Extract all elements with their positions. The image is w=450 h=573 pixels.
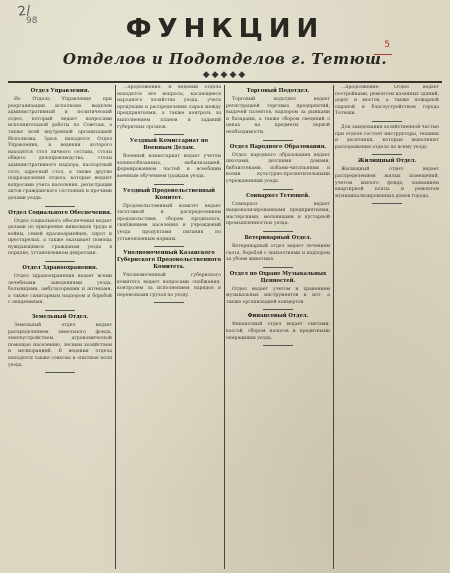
section-divider — [263, 140, 293, 141]
section-divider — [154, 302, 184, 303]
section-heading: Уездный Комиссариат по Военным Делам. — [129, 138, 209, 152]
page-number: 5 — [384, 40, 390, 50]
header-ornament: ◆◆◆◆◆ — [202, 70, 248, 80]
section-text: Совнархоз ведает национализированными предприятиями, мастерскими, мельницами и кустарной промышленностью уезда. — [226, 201, 330, 227]
section-text: Отдел социального обеспечения ведает делами по призрению инвалидов труда и войны, семей красноармейцев, сирот и престарелых, а также оказывает помощь нуждающимся гражданам уезда в порядке, установленном декретами. — [8, 218, 112, 257]
header-rule — [8, 81, 442, 83]
section-heading: Жилищный Отдел. — [357, 158, 417, 165]
section-text: Торговый подотдел ведает регистрацией торговых предприятий, выдачей патентов, надзором за рынками и базарами, а также сбором сведений о ценах на предметы первой необходимости. — [226, 97, 330, 135]
column-3 — [226, 85, 330, 571]
section-heading: Торговый Подотдел. — [246, 88, 310, 94]
section-divider — [263, 309, 293, 310]
section-divider — [154, 134, 184, 135]
section-text: Для заведования хозяйственной частью при отделе состоят инструкторы, техники и десятники, которые выполняют распоряжения отдела по всему уезду. — [335, 124, 439, 150]
section-text: Продовольственный комитет ведает заготовкой и распределением продовольствия, сбором продналога, снабжением населения и учреждений уезда продуктами питания по установленным нормам. — [117, 203, 221, 242]
section-text: Отдел здравоохранения ведает всеми лечебными заведениями уезда, больницами, амбулаториями и аптеками, а также санитарным надзором и борьбой с эпидемиями. — [8, 274, 112, 306]
section-heading: Отдел Управления. — [30, 88, 90, 94]
section-text: Ветеринарный отдел ведает лечением скота, борьбой с эпизоотиями и надзором за убоем животных. — [226, 243, 330, 263]
section-divider — [263, 267, 293, 268]
section-heading: Ветеринарный Отдел. — [244, 234, 312, 241]
section-heading: Отдел Народного Образования. — [229, 143, 327, 150]
handwritten-mark-2: 98 — [26, 16, 38, 26]
section-divider — [372, 121, 402, 122]
section-text: ...продолжение. В ведении отдела находятся все вопросы, касающиеся народного хозяйства уезда, учета продукции и распределения сырья между предприятиями, а также контроль за выполнением планов и заданий губернских органов. — [117, 85, 221, 130]
section-heading: Отдел Здравоохранения. — [22, 265, 98, 272]
section-heading: Совнархоз Тетюшей. — [246, 192, 310, 199]
section-heading: Финансовый Отдел. — [247, 313, 309, 320]
section-text: Из Отдела Управления при реорганизации исполкома выделен административный и политический отдел, который ведает вопросами исполнительной работы по Советам, а также всей внутренней организацией Исполкома. Здесь находится Отдел Управления, в ведении которого находятся стол личного состава, столы общего делопроизводства, столы административного надзора, паспортный стол, адресный стол, а также другие подразделения отдела, которые ведают вопросами учета населения, регистрации актов гражданского состояния и прочими делами уезда. — [8, 97, 112, 201]
section-divider — [45, 206, 75, 207]
section-divider — [154, 184, 184, 185]
section-text: Уполномоченный губернского комитета ведает вопросами снабжения, контролем за исполнением нарядов и перевозками грузов по уезду. — [117, 273, 221, 298]
section-divider — [45, 261, 75, 262]
section-text: Военный комиссариат ведает учетом военнообязанных, мобилизацией, формированием частей и всеобщим военным обучением граждан уезда. — [117, 154, 221, 179]
section-heading: Отдел по Охране Музыкальных Ценностей. — [229, 270, 327, 284]
section-text: Земельный отдел ведает распределением земельного фонда, землеустройством, агрономической помощью населению, лесным хозяйством и мелиорацией. В ведении отдела находятся также совхозы и опытные поля уезда. — [8, 323, 112, 368]
column-1 — [8, 85, 112, 571]
page-subtitle: Отделов и Подотделов г. Тетюш. — [62, 50, 388, 68]
section-heading: Земельный Отдел. — [31, 314, 89, 321]
article-columns — [8, 85, 442, 571]
section-heading: Уездный Продовольственный Комитет. — [123, 187, 215, 201]
handwritten-mark: 2/ — [17, 3, 32, 20]
section-divider — [154, 246, 184, 247]
section-heading: Уполномоченный Казанского Губернского Продовольственного Комитета. — [117, 250, 221, 271]
section-text: ...продолжение. Отдел ведает постройками, ремонтом казенных зданий, дорог и мостов, а также пожарной охраной и благоустройством города Тетюши. — [335, 85, 439, 117]
column-2 — [117, 85, 221, 571]
section-divider — [263, 231, 293, 232]
section-heading: Отдел Социального Обеспечения. — [8, 209, 112, 216]
section-divider — [372, 154, 402, 155]
section-text: Жилищный отдел ведает распределением жилых помещений, учетом жилого фонда, взиманием квартирной платы и ремонтом муниципализированных домов города. — [335, 167, 439, 199]
section-divider — [45, 310, 75, 311]
section-text: Отдел ведает учетом и хранением музыкальных инструментов и нот, а также организацией концертов. — [226, 286, 330, 305]
section-divider — [372, 203, 402, 204]
column-4 — [335, 85, 439, 571]
page-title: ФУНКЦИИ — [125, 14, 325, 44]
section-divider — [263, 345, 293, 346]
section-divider — [45, 372, 75, 373]
section-divider — [263, 189, 293, 190]
section-text: Отдел народного образования ведает школами, детскими домами, библиотеками, избами-читальнями и всеми культурно-просветительными учреждениями уезда. — [226, 152, 330, 184]
section-text: Финансовый отдел ведает сметами, кассой, сбором налогов и кредитными операциями уезда. — [226, 322, 330, 341]
